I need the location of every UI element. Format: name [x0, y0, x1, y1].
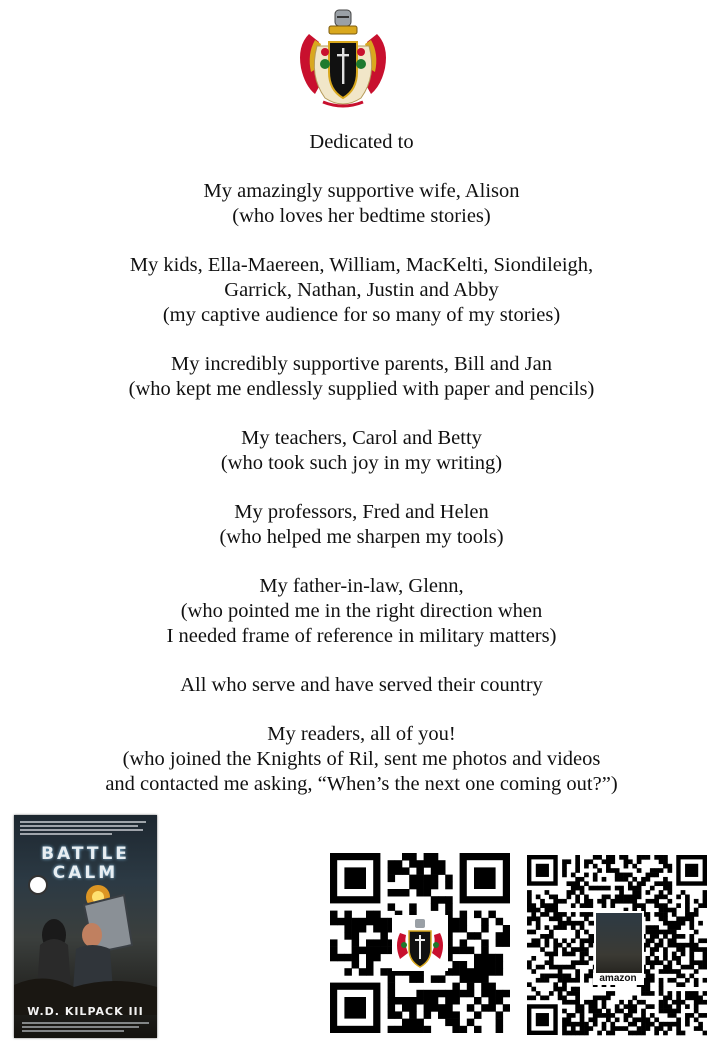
dedication-line: and contacted me asking, “When’s the next one coming out?”) — [105, 773, 618, 795]
dedication-line: Garrick, Nathan, Justin and Abby — [224, 279, 499, 301]
dedication-line: My incredibly supportive parents, Bill and Jan — [171, 353, 552, 375]
cover-title-line: BATTLE — [41, 844, 130, 864]
amazon-logo-text: amazon — [593, 973, 643, 985]
dedication-line: My father-in-law, Glenn, — [259, 575, 464, 597]
dedication-text — [0, 130, 723, 821]
dedication-entry-father-in-law — [0, 574, 723, 649]
cover-artwork — [14, 875, 157, 1015]
dedication-entry-kids — [0, 253, 723, 328]
dedication-heading: Dedicated to — [309, 131, 414, 153]
cover-author: W.D. KILPACK III — [27, 1005, 144, 1018]
website-qr-code[interactable] — [330, 853, 510, 1033]
dedication-line: My kids, Ella-Maereen, William, MacKelti, Siondileigh, — [129, 254, 594, 276]
qr-crest-logo — [392, 915, 448, 971]
dedication-line: I needed frame of reference in military matters) — [166, 625, 557, 647]
book-cover-image — [14, 815, 157, 1038]
dedication-line: (who kept me endlessly supplied with paper and pencils) — [128, 378, 595, 400]
dedication-line: (who joined the Knights of Ril, sent me photos and videos — [122, 748, 601, 770]
dedication-line: All who serve and have served their country — [180, 674, 543, 696]
dedication-line: My amazingly supportive wife, Alison — [203, 180, 520, 202]
dedication-line: My professors, Fred and Helen — [234, 501, 489, 523]
dedication-entry-wife — [0, 179, 723, 229]
cover-review-text — [22, 1020, 149, 1034]
dedication-entry-teachers — [0, 426, 723, 476]
dedication-line: (my captive audience for so many of my stories) — [162, 304, 561, 326]
dedication-line: (who pointed me in the right direction when — [180, 600, 543, 622]
amazon-qr-code[interactable] — [527, 855, 707, 1037]
dedication-entry-readers — [0, 722, 723, 797]
cover-title-line: CALM — [52, 863, 119, 883]
coat-of-arms-logo — [295, 6, 391, 112]
dedication-entry-service — [0, 673, 723, 698]
cover-blurb-text — [20, 819, 151, 841]
dedication-entry-professors — [0, 500, 723, 550]
dedication-line: (who helped me sharpen my tools) — [219, 526, 504, 548]
dedication-line: My readers, all of you! — [267, 723, 456, 745]
dedication-line: My teachers, Carol and Betty — [241, 427, 482, 449]
dedication-line: (who took such joy in my writing) — [220, 452, 503, 474]
dedication-entry-parents — [0, 352, 723, 402]
dedication-line: (who loves her bedtime stories) — [232, 205, 491, 227]
